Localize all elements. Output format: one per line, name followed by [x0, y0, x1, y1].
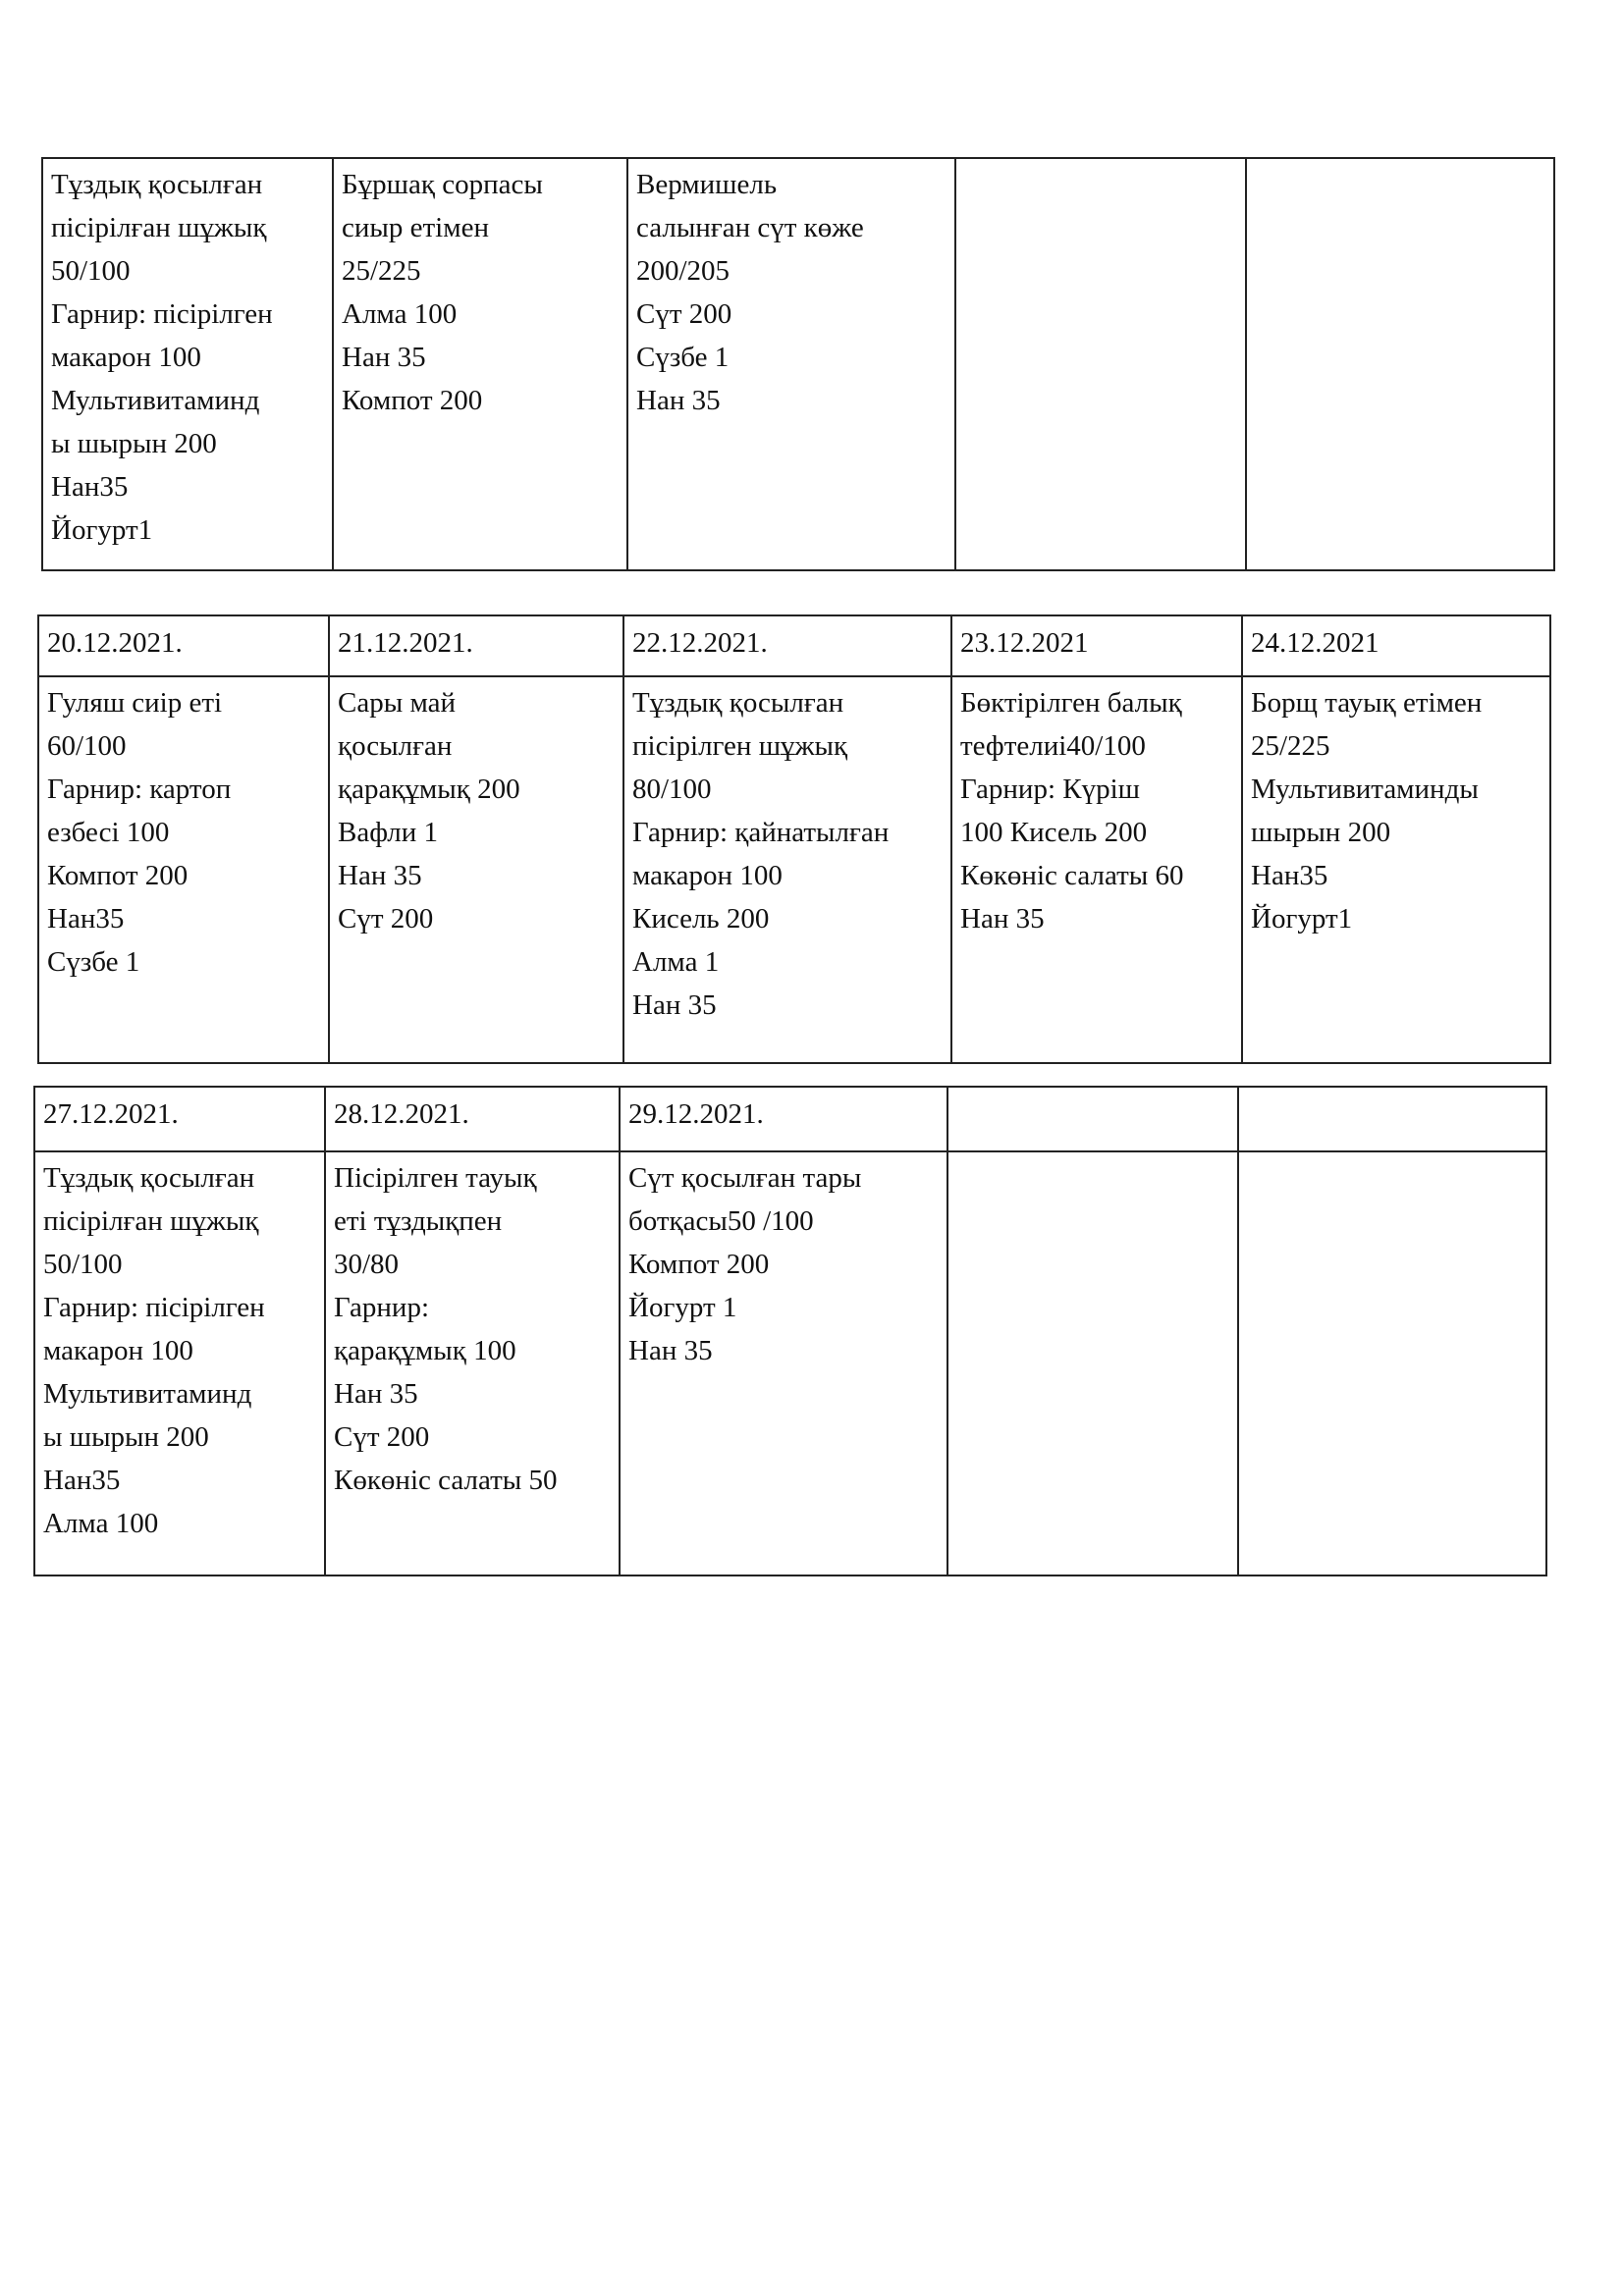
menu-cell — [621, 1152, 948, 1576]
menu-line: Нан 35 — [334, 1378, 418, 1410]
date-cell — [1239, 1088, 1547, 1152]
menu-line: Көкөніс салаты 60 — [960, 860, 1184, 891]
menu-line: қарақұмық 100 — [334, 1335, 516, 1366]
menu-line: езбесі 100 — [47, 817, 170, 848]
date-cell — [948, 1088, 1239, 1152]
menu-cell-empty — [1239, 1152, 1547, 1576]
menu-cell — [1243, 677, 1551, 1064]
date-cell: 28.12.2021. — [326, 1088, 621, 1152]
menu-line: Сүзбе 1 — [47, 946, 140, 978]
menu-cell — [628, 159, 956, 571]
menu-line: 25/225 — [1251, 730, 1330, 762]
menu-line: Гарнир: пісірілген — [51, 298, 273, 330]
menu-line: Кисель 200 — [632, 903, 770, 934]
menu-line: макарон 100 — [43, 1335, 193, 1366]
menu-cell — [330, 677, 624, 1064]
menu-line: Борщ тауық етімен — [1251, 687, 1483, 719]
menu-line: қарақұмық 200 — [338, 774, 520, 805]
menu-table-1 — [41, 157, 1555, 571]
menu-cell — [39, 677, 330, 1064]
date-cell: 24.12.2021 — [1243, 616, 1551, 677]
menu-line: Тұздық қосылған — [51, 169, 263, 200]
menu-line: салынған сүт көже — [636, 212, 864, 243]
date-cell: 21.12.2021. — [330, 616, 624, 677]
menu-line: Компот 200 — [47, 860, 189, 891]
menu-cell-empty — [948, 1152, 1239, 1576]
menu-line: Нан35 — [51, 471, 129, 503]
menu-cell — [35, 1152, 326, 1576]
menu-line: макарон 100 — [51, 342, 201, 373]
menu-line: пісірілған шұжық — [43, 1205, 259, 1237]
menu-line: пісірілген шұжық — [632, 730, 848, 762]
menu-line: пісірілған шұжық — [51, 212, 267, 243]
menu-cell-empty — [1247, 159, 1555, 571]
menu-cell — [326, 1152, 621, 1576]
menu-line: Гарнир: картоп — [47, 774, 232, 805]
menu-line: Нан 35 — [342, 342, 426, 373]
menu-line: қосылған — [338, 730, 453, 762]
menu-line: тефтелиі40/100 — [960, 730, 1146, 762]
menu-line: Алма 1 — [632, 946, 720, 978]
menu-line: Алма 100 — [43, 1508, 159, 1539]
menu-line: Мультивитаминды — [1251, 774, 1479, 805]
menu-line: Сүт 200 — [334, 1421, 430, 1453]
menu-line: Сүт 200 — [338, 903, 434, 934]
menu-line: Компот 200 — [628, 1249, 770, 1280]
menu-line: Нан35 — [43, 1465, 121, 1496]
date-cell: 20.12.2021. — [39, 616, 330, 677]
menu-line: Гарнир: — [334, 1292, 430, 1323]
menu-line: еті тұздықпен — [334, 1205, 503, 1237]
menu-line: Вафли 1 — [338, 817, 439, 848]
menu-cell — [43, 159, 334, 571]
menu-line: Гарнир: қайнатылған — [632, 817, 890, 848]
menu-line: 25/225 — [342, 255, 421, 287]
menu-line: Пісірілген тауық — [334, 1162, 537, 1194]
menu-line: Гуляш сиір еті — [47, 687, 223, 719]
menu-line: сиыр етімен — [342, 212, 489, 243]
menu-line: Көкөніс салаты 50 — [334, 1465, 558, 1496]
menu-cell — [952, 677, 1243, 1064]
menu-line: Нан 35 — [636, 385, 721, 416]
menu-cell — [624, 677, 952, 1064]
menu-line: шырын 200 — [1251, 817, 1391, 848]
menu-line: Сүт қосылған тары — [628, 1162, 862, 1194]
date-cell: 27.12.2021. — [35, 1088, 326, 1152]
menu-line: Гарнир: пісірілген — [43, 1292, 265, 1323]
menu-line: Йогурт1 — [51, 514, 153, 546]
menu-line: Алма 100 — [342, 298, 458, 330]
date-cell: 23.12.2021 — [952, 616, 1243, 677]
menu-table-3 — [33, 1086, 1547, 1576]
menu-table-2 — [37, 614, 1551, 1064]
date-cell: 29.12.2021. — [621, 1088, 948, 1152]
menu-line: Сүзбе 1 — [636, 342, 730, 373]
menu-line: Бөктірілген балық — [960, 687, 1182, 719]
menu-line: Нан35 — [1251, 860, 1328, 891]
menu-line: Бұршақ сорпасы — [342, 169, 543, 200]
menu-line: 200/205 — [636, 255, 730, 287]
menu-line: ы шырын 200 — [43, 1421, 209, 1453]
menu-line: Гарнир: Күріш — [960, 774, 1140, 805]
menu-line: Мультивитаминд — [51, 385, 260, 416]
menu-line: Йогурт 1 — [628, 1292, 737, 1323]
menu-cell — [334, 159, 628, 571]
date-cell: 22.12.2021. — [624, 616, 952, 677]
menu-line: Нан 35 — [632, 989, 717, 1021]
menu-line: Йогурт1 — [1251, 903, 1353, 934]
menu-line: 60/100 — [47, 730, 127, 762]
menu-line: 80/100 — [632, 774, 712, 805]
menu-line: Тұздық қосылған — [43, 1162, 255, 1194]
menu-line: Сары май — [338, 687, 456, 719]
menu-line: 50/100 — [51, 255, 131, 287]
menu-line: Компот 200 — [342, 385, 483, 416]
menu-line: 30/80 — [334, 1249, 400, 1280]
menu-line: Нан 35 — [960, 903, 1045, 934]
menu-line: ы шырын 200 — [51, 428, 217, 459]
menu-line: 100 Кисель 200 — [960, 817, 1148, 848]
menu-line: ботқасы50 /100 — [628, 1205, 814, 1237]
menu-cell-empty — [956, 159, 1247, 571]
menu-line: Тұздық қосылған — [632, 687, 844, 719]
menu-line: Мультивитаминд — [43, 1378, 252, 1410]
menu-line: Вермишель — [636, 169, 778, 200]
menu-line: Нан 35 — [338, 860, 422, 891]
menu-line: макарон 100 — [632, 860, 783, 891]
menu-line: Нан35 — [47, 903, 125, 934]
menu-line: Нан 35 — [628, 1335, 713, 1366]
menu-line: 50/100 — [43, 1249, 123, 1280]
menu-line: Сүт 200 — [636, 298, 732, 330]
